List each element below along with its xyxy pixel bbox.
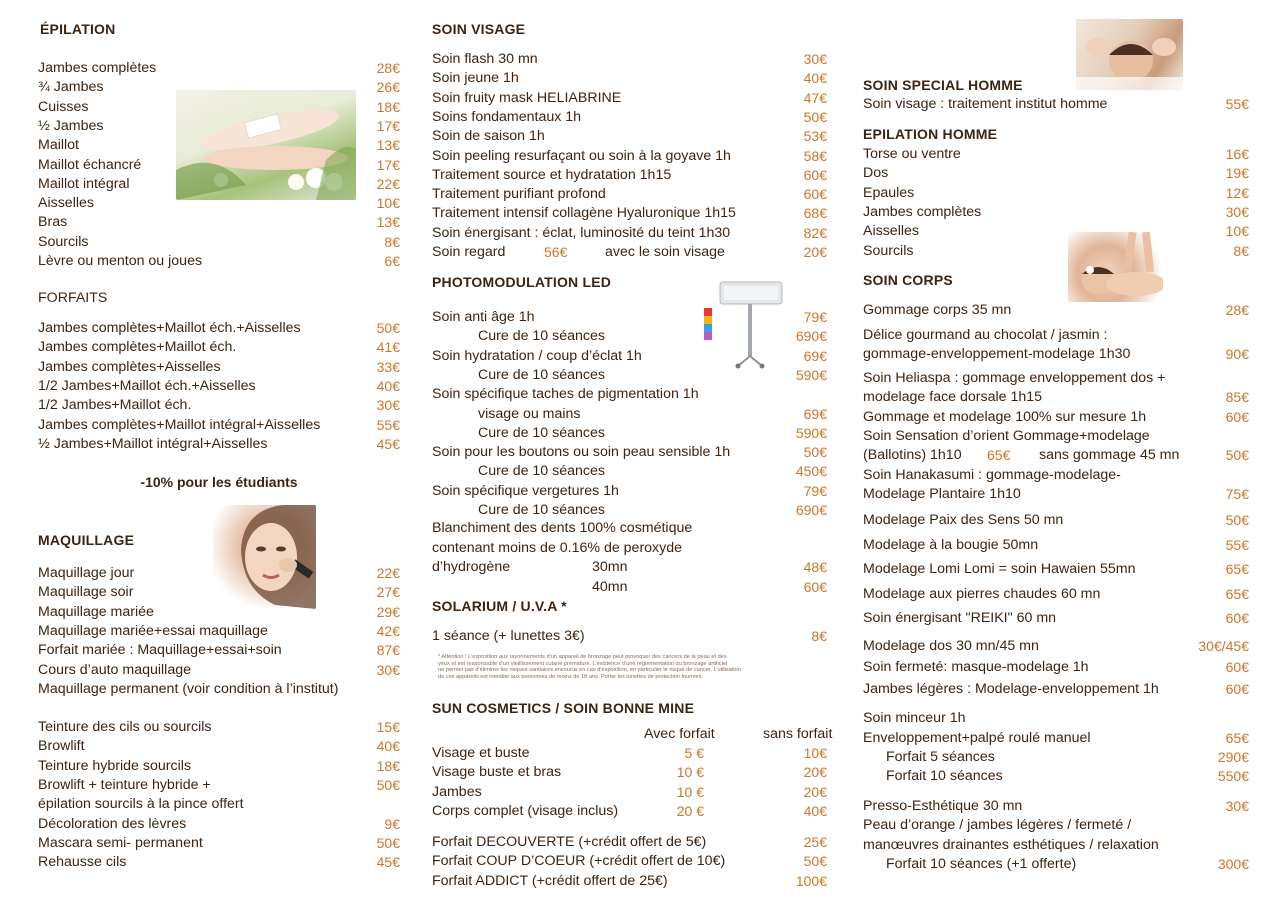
epilation-item-price: 13€ <box>376 214 400 231</box>
led-item-price: 690€ <box>795 328 827 345</box>
forfait-item: Jambes complètes+Maillot éch. <box>38 339 237 356</box>
maquillage-item: Maquillage jour <box>38 565 135 581</box>
lash-brow-item: Mascara semi- permanent <box>38 834 203 851</box>
corps-title: SOIN CORPS <box>863 272 953 288</box>
makeup-photo <box>213 505 316 609</box>
soin-visage-item-price: 58€ <box>803 147 827 164</box>
student-discount: -10% pour les étudiants <box>140 474 298 490</box>
corps-item: Modelage aux pierres chaudes 60 mn <box>863 586 1101 602</box>
lash-brow-item: Rehausse cils <box>38 854 127 871</box>
sun-forfait: Forfait ADDICT (+crédit offert de 25€) <box>432 872 668 889</box>
lash-brow-item-price: 9€ <box>384 815 400 832</box>
epilation-item: Maillot échancré <box>38 156 142 173</box>
warning-line: * Attention ! L’exposition aux rayonnements d’un appareil de bronzage peut provoquer des cancers de la peau et des <box>438 654 727 660</box>
corps-item: Soin fermeté: masque-modelage 1h <box>863 659 1089 675</box>
epilation-item-price: 17€ <box>376 156 400 173</box>
maquillage-item: Maquillage soir <box>38 584 134 601</box>
sun-avec-price: 20 € <box>676 802 704 819</box>
sun-sans-price: 40€ <box>803 802 827 819</box>
lash-brow-item-price: 15€ <box>376 719 400 735</box>
led-item-price: 690€ <box>795 502 827 518</box>
epilation-item-price: 26€ <box>376 79 400 96</box>
column-right <box>863 0 1249 900</box>
epilation-title: ÉPILATION <box>40 21 116 37</box>
maquillage-item-price: 87€ <box>376 642 400 659</box>
blanchiment-line1: Blanchiment des dents 100% cosmétique <box>432 520 693 536</box>
homme-title: SOIN SPECIAL HOMME <box>863 77 1023 93</box>
lash-brow-item: Teinture des cils ou sourcils <box>38 719 212 735</box>
epil-homme-item: Aisselles <box>863 223 919 240</box>
epilation-item-price: 28€ <box>376 60 400 76</box>
soin-visage-item-price: 40€ <box>803 70 827 87</box>
led-item: Cure de 10 séances <box>478 502 605 518</box>
epilation-item: Aisselles <box>38 195 94 212</box>
back-massage-photo <box>1068 232 1163 302</box>
lash-brow-item-price: 45€ <box>376 854 400 871</box>
epil-homme-item-price: 10€ <box>1225 223 1249 240</box>
epilation-item: Cuisses <box>38 98 89 115</box>
lash-brow-item: Teinture hybride sourcils <box>38 757 191 774</box>
led-item: Soin hydratation / coup d’éclat 1h <box>432 347 642 364</box>
forfait-item: Jambes complètes+Aisselles <box>38 358 221 375</box>
solarium-price: 8€ <box>811 628 827 644</box>
forfait-item-price: 41€ <box>376 339 400 356</box>
minceur-forfait5: Forfait 5 séances <box>886 749 995 765</box>
presso-line2: Peau d’orange / jambes légères / fermeté / <box>863 817 1132 833</box>
epil-homme-item-price: 12€ <box>1225 184 1249 201</box>
solarium-warning <box>438 654 818 680</box>
maquillage-item: Maquillage mariée+essai maquillage <box>38 622 268 639</box>
sun-col-sans: sans forfait <box>763 726 833 742</box>
maquillage-item-price: 42€ <box>376 622 400 639</box>
led-item: Cure de 10 séances <box>478 424 605 441</box>
lash-brow-item: épilation sourcils à la pince offert <box>38 796 244 813</box>
blanchiment-line2: contenant moins de 0.16% de peroxyde <box>432 540 683 556</box>
orient-line1: Soin Sensation d’orient Gommage+modelage <box>863 428 1150 444</box>
led-device-photo <box>700 278 786 370</box>
epilation-item: Bras <box>38 214 68 231</box>
soin-visage-item: Traitement intensif collagène Hyaluronique 1h15 <box>432 205 736 222</box>
corps-item-price: 65€ <box>1225 561 1249 577</box>
delice-price: 90€ <box>1225 346 1249 362</box>
soin-regard-with-label: avec le soin visage <box>605 244 725 260</box>
soin-visage-title: SOIN VISAGE <box>432 21 526 37</box>
soin-visage-item: Soin peeling resurfaçant ou soin à la goyave 1h <box>432 147 731 164</box>
epil-homme-item-price: 30€ <box>1225 203 1249 220</box>
soin-visage-item: Soins fondamentaux 1h <box>432 108 582 125</box>
lash-brow-item-price: 18€ <box>376 757 400 774</box>
epil-homme-item: Epaules <box>863 184 915 201</box>
soin-visage-item-price: 47€ <box>803 89 827 106</box>
maquillage-item: Maquillage mariée <box>38 603 154 620</box>
lash-brow-item-price: 40€ <box>376 738 400 755</box>
corps-item: Modelage Lomi Lomi = soin Hawaien 55mn <box>863 561 1136 577</box>
delice-line2: gommage-enveloppement-modelage 1h30 <box>863 346 1131 362</box>
epil-homme-item: Sourcils <box>863 242 914 259</box>
sur-mesure-price: 60€ <box>1225 409 1249 425</box>
forfait-item: Jambes complètes+Maillot intégral+Aisselles <box>38 416 321 433</box>
soin-visage-item-price: 60€ <box>803 166 827 183</box>
blanchiment-price-40: 60€ <box>803 579 827 595</box>
epilation-item-price: 10€ <box>376 195 400 212</box>
forfait-item-price: 50€ <box>376 320 400 336</box>
forfait-item: ½ Jambes+Maillot intégral+Aisselles <box>38 435 268 452</box>
hanakasumi-price: 75€ <box>1225 486 1249 502</box>
corps-item-price: 60€ <box>1225 659 1249 675</box>
orient-line2b: sans gommage 45 mn <box>1039 447 1180 463</box>
maquillage-item-price: 22€ <box>376 565 400 581</box>
soin-visage-item-price: 50€ <box>803 108 827 125</box>
lash-brow-item: Browlift <box>38 738 85 755</box>
soin-regard-with-price: 20€ <box>803 244 827 260</box>
sun-sans-price: 20€ <box>803 783 827 800</box>
lash-brow-item: Décoloration des lèvres <box>38 815 187 832</box>
presso-line3: manœuvres drainantes esthétiques / relaxation <box>863 837 1159 853</box>
corps-item-price: 50€ <box>1225 512 1249 528</box>
soin-visage-item: Traitement purifiant profond <box>432 186 606 203</box>
led-item-price: 69€ <box>803 405 827 422</box>
corps-item: Modelage dos 30 mn/45 mn <box>863 638 1039 654</box>
led-item: Cure de 10 séances <box>478 463 605 480</box>
epilation-item: Maillot intégral <box>38 175 130 192</box>
soin-visage-item-price: 68€ <box>803 205 827 222</box>
epilation-item: Sourcils <box>38 233 89 250</box>
maquillage-item-price: 30€ <box>376 661 400 678</box>
photomodulation-title: PHOTOMODULATION LED <box>432 274 612 290</box>
soin-visage-item: Soin fruity mask HELIABRINE <box>432 89 622 106</box>
forfaits-title: FORFAITS <box>38 290 108 306</box>
sun-row: Jambes <box>432 783 482 800</box>
soin-visage-item-price: 53€ <box>803 128 827 145</box>
epil-homme-item-price: 8€ <box>1233 242 1249 259</box>
soin-visage-item: Soin énergisant : éclat, luminosité du teint 1h30 <box>432 224 731 241</box>
epil-homme-item: Torse ou ventre <box>863 146 961 162</box>
presso-line1: Presso-Esthétique 30 mn <box>863 798 1023 814</box>
corps-item: Modelage Paix des Sens 50 mn <box>863 512 1064 528</box>
homme-item: Soin visage : traitement institut homme <box>863 96 1108 112</box>
blanchiment-price-30: 48€ <box>803 559 827 575</box>
orient-price: 50€ <box>1225 447 1249 463</box>
led-item-price: 79€ <box>803 482 827 499</box>
makeup-illustration <box>213 505 316 609</box>
facial-massage-photo <box>1076 19 1183 90</box>
waxing-photo <box>176 90 356 200</box>
led-item: Soin spécifique taches de pigmentation 1h <box>432 386 699 403</box>
soin-visage-item-price: 30€ <box>803 51 827 67</box>
maquillage-item-price: 27€ <box>376 584 400 601</box>
maquillage-title: MAQUILLAGE <box>38 532 135 548</box>
orient-line2a: (Ballotins) 1h10 <box>863 447 962 463</box>
led-item-price: 79€ <box>803 309 827 325</box>
facial-massage-illustration <box>1076 19 1183 90</box>
forfait-item-price: 30€ <box>376 397 400 414</box>
soin-regard-price: 56€ <box>544 244 568 260</box>
sun-cosmetics-title: SUN COSMETICS / SOIN BONNE MINE <box>432 700 695 716</box>
soin-visage-item: Soin flash 30 mn <box>432 51 538 67</box>
led-item: Soin pour les boutons ou soin peau sensible 1h <box>432 444 731 461</box>
gommage-corps: Gommage corps 35 mn <box>863 302 1012 318</box>
led-item: Soin spécifique vergetures 1h <box>432 482 619 499</box>
corps-item: Soin énergisant "REIKI" 60 mn <box>863 610 1057 626</box>
epil-homme-title: EPILATION HOMME <box>863 126 998 142</box>
maquillage-item: Maquillage permanent (voir condition à l’institut) <box>38 680 339 697</box>
sur-mesure: Gommage et modelage 100% sur mesure 1h <box>863 409 1147 425</box>
gommage-corps-price: 28€ <box>1225 302 1249 318</box>
sun-avec-price: 10 € <box>676 783 704 800</box>
led-item: Soin anti âge 1h <box>432 309 535 325</box>
forfait-item-price: 33€ <box>376 358 400 375</box>
delice-line1: Délice gourmand au chocolat / jasmin : <box>863 327 1108 343</box>
corps-item-price: 60€ <box>1225 681 1249 697</box>
led-item-price: 590€ <box>795 366 827 383</box>
solarium-item: 1 séance (+ lunettes 3€) <box>432 628 585 644</box>
forfait-item-price: 55€ <box>376 416 400 433</box>
epilation-item-price: 18€ <box>376 98 400 115</box>
corps-item: Modelage à la bougie 50mn <box>863 537 1039 553</box>
sun-avec-price: 10 € <box>676 764 704 781</box>
warning-line: ne permet pas d’éliminer les risques sanitaires encourus en cas d’exposition, en particulier le risque de cancer. L’utilisation <box>438 667 741 674</box>
forfait-item: Jambes complètes+Maillot éch.+Aisselles <box>38 320 301 336</box>
led-item: Cure de 10 séances <box>478 366 605 383</box>
soin-visage-item: Soin de saison 1h <box>432 128 545 145</box>
epilation-item: ¾ Jambes <box>38 79 104 96</box>
epilation-item-price: 22€ <box>376 175 400 192</box>
corps-item-price: 65€ <box>1225 586 1249 602</box>
heliaspa-line1: Soin Heliaspa : gommage enveloppement dos + <box>863 370 1166 386</box>
led-item-price: 50€ <box>803 444 827 461</box>
sun-sans-price: 20€ <box>803 764 827 781</box>
sun-forfait-price: 100€ <box>795 872 827 889</box>
presso-price1: 30€ <box>1225 798 1249 814</box>
heliaspa-line2: modelage face dorsale 1h15 <box>863 389 1043 405</box>
minceur-price10: 550€ <box>1217 768 1249 784</box>
led-item-price: 450€ <box>795 463 827 480</box>
epilation-item: Lèvre ou menton ou joues <box>38 253 203 269</box>
epilation-item: Maillot <box>38 137 79 154</box>
epilation-item-price: 8€ <box>384 233 400 250</box>
column-left <box>38 0 400 900</box>
orient-price-a: 65€ <box>987 447 1011 463</box>
sun-forfait-price: 50€ <box>803 853 827 870</box>
minceur-line2: Enveloppement+palpé roulé manuel <box>863 730 1091 746</box>
blanchiment-option-30: 30mn <box>592 559 628 575</box>
sun-row: Corps complet (visage inclus) <box>432 802 619 819</box>
epil-homme-item: Dos <box>863 165 889 182</box>
minceur-price5: 290€ <box>1217 749 1249 765</box>
forfait-item-price: 40€ <box>376 377 400 394</box>
forfait-item: 1/2 Jambes+Maillot éch. <box>38 397 192 414</box>
hanakasumi-line2: Modelage Plantaire 1h10 <box>863 486 1021 502</box>
sun-avec-price: 5 € <box>684 745 704 761</box>
epilation-item: ½ Jambes <box>38 117 104 134</box>
soin-visage-item-price: 82€ <box>803 224 827 241</box>
lash-brow-item-price: 50€ <box>376 834 400 851</box>
solarium-title: SOLARIUM / U.V.A * <box>432 598 567 614</box>
led-item: Cure de 10 séances <box>478 328 605 345</box>
forfait-item-price: 45€ <box>376 435 400 452</box>
warning-line: de ces appareils est interdite aux personnes de moins de 18 ans. Porter les lunettes de protection fournies. <box>438 673 703 680</box>
epil-homme-item-price: 19€ <box>1225 165 1249 182</box>
epilation-item-price: 6€ <box>384 253 400 269</box>
corps-item-price: 60€ <box>1225 610 1249 626</box>
forfait-item: 1/2 Jambes+Maillot éch.+Aisselles <box>38 377 256 394</box>
lash-brow-item-price: 50€ <box>376 776 400 793</box>
minceur-forfait10: Forfait 10 séances <box>886 768 1003 784</box>
lash-brow-item: Browlift + teinture hybride + <box>38 776 211 793</box>
warning-line: yeux et est responsable d’un vieillissement cutané prématuré. L’existence d’une réglementation du bronzage artificiel <box>438 660 728 667</box>
led-item-price: 590€ <box>795 424 827 441</box>
maquillage-item-price: 29€ <box>376 603 400 620</box>
corps-item-price: 30€/45€ <box>1198 638 1249 654</box>
sun-col-avec: Avec forfait <box>644 726 715 742</box>
sun-row: Visage et buste <box>432 745 530 761</box>
presso-line4: Forfait 10 séances (+1 offerte) <box>886 856 1077 872</box>
soin-visage-item: Soin jeune 1h <box>432 70 519 87</box>
blanchiment-option-40: 40mn <box>592 579 628 595</box>
epil-homme-item-price: 16€ <box>1225 146 1249 162</box>
maquillage-item: Forfait mariée : Maquillage+essai+soin <box>38 642 282 659</box>
epilation-item: Jambes complètes <box>38 60 157 76</box>
waxing-illustration <box>176 90 356 200</box>
sun-forfait-price: 25€ <box>803 834 827 850</box>
corps-item-price: 55€ <box>1225 537 1249 553</box>
sun-forfait: Forfait DECOUVERTE (+crédit offert de 5€) <box>432 834 707 850</box>
led-device-illustration <box>700 278 786 370</box>
minceur-price2: 65€ <box>1225 730 1249 746</box>
back-massage-illustration <box>1068 232 1163 302</box>
hanakasumi-line1: Soin Hanakasumi : gommage-modelage- <box>863 467 1121 483</box>
epil-homme-item: Jambes complètes <box>863 203 982 220</box>
presso-price4: 300€ <box>1217 856 1249 872</box>
maquillage-item: Cours d’auto maquillage <box>38 661 192 678</box>
soin-visage-item: Traitement source et hydratation 1h15 <box>432 166 672 183</box>
corps-item: Jambes légères : Modelage-enveloppement 1h <box>863 681 1159 697</box>
sun-row: Visage buste et bras <box>432 764 562 781</box>
sun-forfait: Forfait COUP D’COEUR (+crédit offert de 10€) <box>432 853 726 870</box>
sun-sans-price: 10€ <box>803 745 827 761</box>
soin-regard-label: Soin regard <box>432 244 506 260</box>
blanchiment-line3: d’hydrogène <box>432 559 511 575</box>
epilation-item-price: 17€ <box>376 117 400 134</box>
led-item-price: 69€ <box>803 347 827 364</box>
column-middle <box>432 0 833 900</box>
minceur-line1: Soin minceur 1h <box>863 710 966 726</box>
homme-price: 55€ <box>1225 96 1249 112</box>
heliaspa-price: 85€ <box>1225 389 1249 405</box>
led-item: visage ou mains <box>478 405 581 422</box>
soin-visage-item-price: 60€ <box>803 186 827 203</box>
epilation-item-price: 13€ <box>376 137 400 154</box>
